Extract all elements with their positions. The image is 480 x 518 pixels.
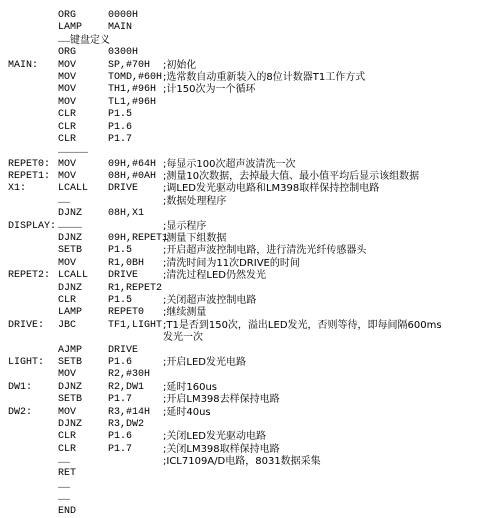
code-line (8, 221, 478, 233)
line-operand: R2,#30H (108, 369, 151, 381)
line-operand: P1.5 (108, 109, 133, 121)
line-comment: ;调LED发光驱动电路和LM398取样保持控制电路 (163, 183, 380, 195)
line-opcode: …… (58, 195, 71, 207)
code-line (8, 134, 478, 146)
line-label: REPET0: (8, 158, 51, 170)
line-opcode: RET (58, 468, 77, 480)
line-operand: P1.7 (108, 443, 133, 455)
line-operand: MAIN (108, 22, 133, 34)
code-line (8, 493, 478, 505)
line-comment: ;继续测量 (163, 307, 207, 319)
line-opcode: LCALL (58, 270, 89, 282)
code-line (8, 307, 478, 319)
code-line (8, 22, 478, 34)
line-operand: 09H,#64H (108, 158, 157, 170)
line-operand: P1.6 (108, 356, 133, 368)
code-line (8, 84, 478, 96)
line-comment: ;选常数自动重新装入的8位计数器T1工作方式 (163, 71, 366, 83)
code-line (8, 382, 478, 394)
line-opcode: MOV (58, 71, 77, 83)
line-opcode: ………… (58, 220, 83, 232)
code-line (8, 394, 478, 406)
line-operand: REPET0 (108, 307, 145, 319)
code-line (8, 10, 478, 22)
code-line (8, 35, 478, 47)
code-line (8, 320, 478, 332)
code-line (8, 171, 478, 183)
line-opcode: …………… (58, 146, 89, 158)
line-comment: ;计150次为一个循环 (163, 84, 256, 96)
line-label: DW2: (8, 406, 33, 418)
line-comment: ;清洗时间为11次DRIVE的时间 (163, 257, 300, 269)
line-operand: DRIVE (108, 183, 139, 195)
line-operand: 0300H (108, 47, 139, 59)
line-opcode: MOV (58, 369, 77, 381)
line-label: X1: (8, 183, 27, 195)
code-line (8, 245, 478, 257)
line-label: REPET2: (8, 270, 51, 282)
line-opcode: ORG (58, 10, 77, 21)
line-operand: R1,REPET2 (108, 282, 163, 294)
line-operand: P1.7 (108, 394, 133, 406)
line-comment: ;开启LM398去样保持电路 (163, 394, 280, 406)
line-opcode: CLR (58, 121, 77, 133)
line-heading: 键盘定义 (70, 34, 110, 46)
line-opcode: DJNZ (58, 208, 83, 220)
line-comment: ;关闭LM398取样保持电路 (163, 443, 280, 455)
line-opcode: MOV (58, 406, 77, 418)
line-opcode: MOV (58, 59, 77, 71)
line-label: DRIVE: (8, 319, 45, 331)
line-opcode: SETB (58, 394, 83, 406)
line-opcode: LAMP (58, 22, 83, 34)
line-comment: 发光一次 (163, 332, 203, 344)
line-opcode: LAMP (58, 307, 83, 319)
code-line (8, 481, 478, 493)
line-operand: P1.7 (108, 133, 133, 145)
line-opcode: JBC (58, 319, 77, 331)
line-opcode: SETB (58, 245, 83, 257)
line-label: REPET1: (8, 171, 51, 183)
code-line (8, 369, 478, 381)
line-opcode: CLR (58, 133, 77, 145)
line-label: DW1: (8, 381, 33, 393)
line-operand: P1.5 (108, 245, 133, 257)
line-comment: ;关闭超声波控制电路 (163, 294, 257, 306)
code-line (8, 258, 478, 270)
line-operand: SP,#70H (108, 59, 151, 71)
line-operand: TH1,#96H (108, 84, 157, 96)
code-line (8, 47, 478, 59)
code-line (8, 60, 478, 72)
code-line (8, 233, 478, 245)
code-line (8, 196, 478, 208)
line-opcode: DJNZ (58, 381, 83, 393)
line-comment: ;初始化 (163, 59, 197, 71)
code-line (8, 332, 478, 344)
line-opcode: DJNZ (58, 282, 83, 294)
line-operand: DRIVE (108, 344, 139, 356)
line-operand: R3,DW2 (108, 418, 145, 430)
line-operand: TL1,#96H (108, 96, 157, 108)
line-comment: ;开启超声波控制电路，进行清洗光纤传感器头 (163, 245, 367, 257)
line-operand: 08H,#0AH (108, 171, 157, 183)
line-label: DISPLAY: (8, 220, 57, 232)
line-operand: P1.6 (108, 431, 133, 443)
line-operand: P1.5 (108, 294, 133, 306)
line-comment: ;延时40us (163, 406, 211, 418)
code-line (8, 122, 478, 134)
line-opcode: …… (58, 480, 71, 492)
code-line (8, 345, 478, 357)
line-opcode: MOV (58, 84, 77, 96)
line-opcode: CLR (58, 431, 77, 443)
code-line (8, 407, 478, 419)
code-line (8, 295, 478, 307)
line-opcode: MOV (58, 158, 77, 170)
line-opcode: …… (58, 456, 71, 468)
line-opcode: SETB (58, 356, 83, 368)
line-operand: 09H,REPET1 (108, 233, 169, 245)
line-opcode: LCALL (58, 183, 89, 195)
line-operand: TOMD,#60H (108, 71, 163, 83)
line-opcode: CLR (58, 109, 77, 121)
line-comment: ;测量10次数据，去掉最大值、最小值平均后显示该组数据 (163, 171, 420, 183)
line-opcode: DJNZ (58, 418, 83, 430)
code-line (8, 444, 478, 456)
line-comment: ;清洗过程LED仍然发光 (163, 270, 266, 282)
code-line (8, 159, 478, 171)
code-line (8, 357, 478, 369)
line-label: LIGHT: (8, 356, 45, 368)
line-comment: ;测量下组数据 (163, 233, 227, 245)
line-comment: ;关闭LED发光驱动电路 (163, 431, 266, 443)
code-line (8, 506, 478, 518)
line-operand: P1.6 (108, 121, 133, 133)
code-line (8, 419, 478, 431)
line-operand: R3,#14H (108, 406, 151, 418)
line-operand: R2,DW1 (108, 381, 145, 393)
line-comment: ;数据处理程序 (163, 195, 227, 207)
line-comment: ;每显示100次超声波清洗一次 (163, 158, 296, 170)
line-comment: ;T1是否到150次，溢出LED发光，否则等待，即每间隔600ms (163, 319, 442, 331)
code-line (8, 456, 478, 468)
line-opcode: MOV (58, 257, 77, 269)
line-comment: ;ICL7109A/D电路，8031数据采集 (163, 456, 321, 468)
line-comment: ;显示程序 (163, 220, 207, 232)
line-opcode: CLR (58, 294, 77, 306)
line-opcode: MOV (58, 96, 77, 108)
line-comment: ;开启LED发光电路 (163, 356, 246, 368)
line-opcode: MOV (58, 171, 77, 183)
line-opcode: END (58, 505, 77, 517)
code-line (8, 208, 478, 220)
code-line (8, 97, 478, 109)
code-line (8, 183, 478, 195)
line-operand: 0000H (108, 10, 139, 21)
line-operand: TF1,LIGHT (108, 319, 163, 331)
line-operand: DRIVE (108, 270, 139, 282)
line-opcode: …… (58, 34, 71, 46)
code-line (8, 468, 478, 480)
code-line (8, 146, 478, 158)
line-comment: ;延时160us (163, 381, 218, 393)
line-opcode: CLR (58, 443, 77, 455)
code-line (8, 72, 478, 84)
code-line (8, 109, 478, 121)
code-line (8, 270, 478, 282)
line-operand: R1,0BH (108, 257, 145, 269)
code-line (8, 431, 478, 443)
code-line (8, 283, 478, 295)
line-opcode: ORG (58, 47, 77, 59)
line-label: MAIN: (8, 59, 39, 71)
line-opcode: DJNZ (58, 233, 83, 245)
line-opcode: …… (58, 493, 71, 505)
line-opcode: AJMP (58, 344, 83, 356)
line-operand: 08H,X1 (108, 208, 145, 220)
assembly-code-listing (8, 10, 478, 518)
